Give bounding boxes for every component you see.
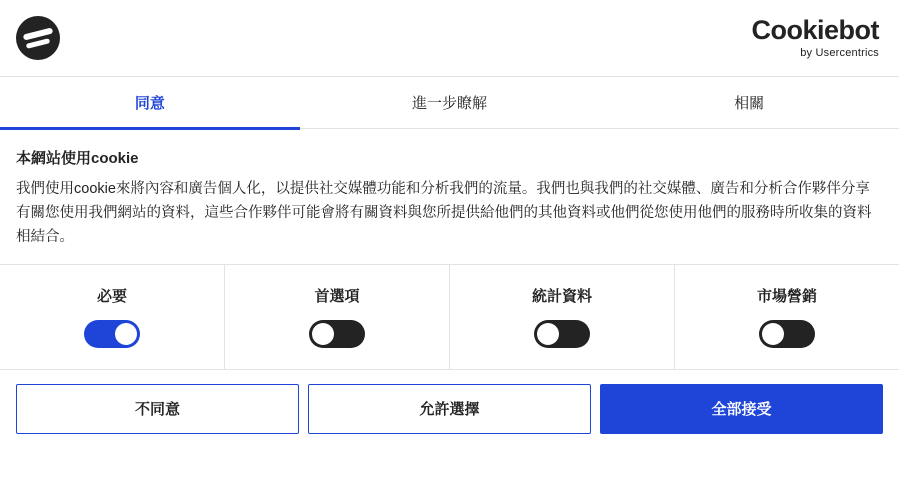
consent-description: 我們使用cookie來將內容和廣告個人化，以提供社交媒體功能和分析我們的流量。我們也與我們的社交媒體、廣告和分析合作夥伴分享有關您使用我們網站的資料，這些合作夥伴可能會將有關資料與您所提供給他們的其他資料或他們從您使用他們的服務時所收集的資料相結合。	[16, 181, 872, 245]
category-row	[0, 264, 899, 370]
category-statistics	[450, 265, 675, 369]
toggle-marketing[interactable]	[759, 320, 815, 348]
consent-text-block	[0, 129, 899, 264]
brand-block	[752, 17, 880, 59]
tab-bar	[0, 76, 899, 129]
category-label: 首選項	[314, 288, 360, 306]
toggle-necessary[interactable]	[84, 320, 140, 348]
action-bar	[0, 370, 899, 452]
tab-details[interactable]: 進一步瞭解	[412, 94, 488, 112]
category-necessary	[0, 265, 225, 369]
dialog-header	[0, 0, 899, 76]
allow-selection-button[interactable]: 允許選擇	[308, 384, 591, 434]
brand-subtitle: by Usercentrics	[800, 47, 879, 59]
category-preferences	[225, 265, 450, 369]
tab-about[interactable]: 相關	[734, 94, 765, 112]
category-label: 必要	[96, 288, 127, 306]
deny-button[interactable]: 不同意	[16, 384, 299, 434]
brand-name: Cookiebot	[751, 15, 879, 45]
allow-all-button[interactable]: 全部接受	[600, 384, 883, 434]
toggle-statistics[interactable]	[534, 320, 590, 348]
toggle-preferences[interactable]	[309, 320, 365, 348]
tab-consent[interactable]: 同意	[0, 77, 300, 130]
category-marketing	[675, 265, 899, 369]
cookiebot-logo-icon	[16, 16, 60, 60]
category-label: 統計資料	[531, 288, 592, 306]
page-title: 本網站使用cookie	[16, 150, 139, 167]
category-label: 市場營銷	[756, 288, 817, 306]
